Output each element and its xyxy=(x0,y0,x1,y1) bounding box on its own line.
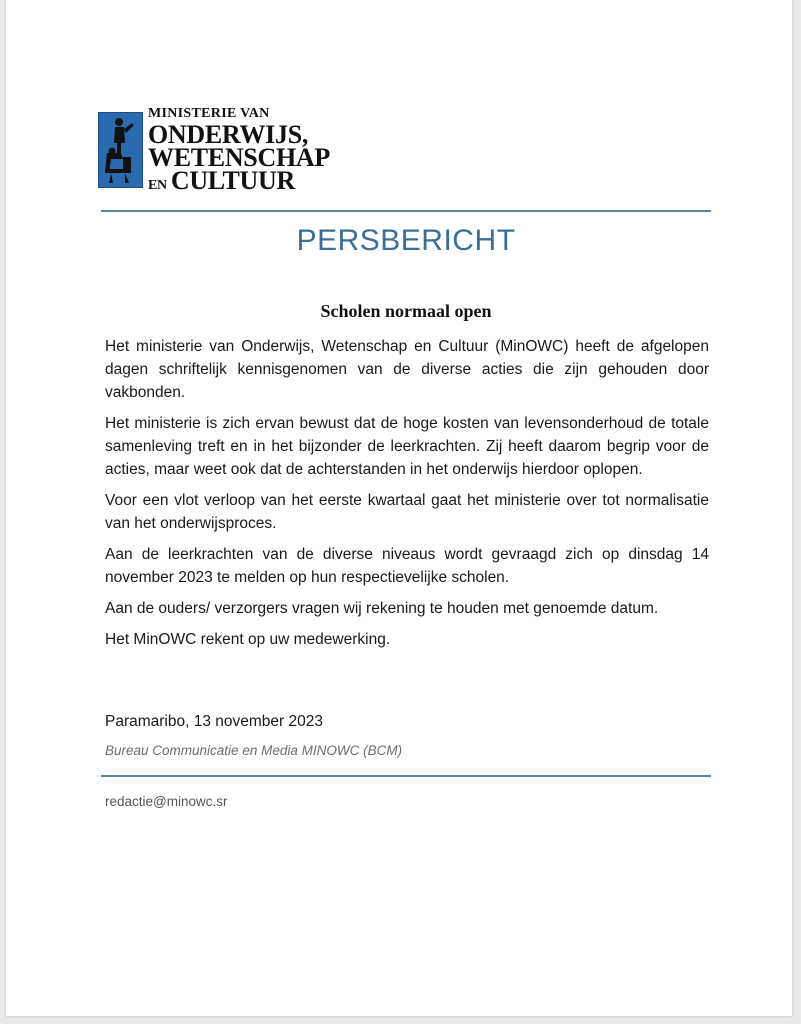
press-release-body xyxy=(105,335,709,659)
press-release-title: Scholen normaal open xyxy=(320,301,492,321)
header-divider xyxy=(101,210,711,212)
contact-email[interactable]: redactie@minowc.sr xyxy=(105,794,228,809)
place-date: Paramaribo, 13 november 2023 xyxy=(105,713,323,730)
ministry-emblem-icon xyxy=(98,112,143,188)
paragraph: Het MinOWC rekent op uw medewerking. xyxy=(105,631,391,648)
ministry-logo xyxy=(98,104,348,195)
logo-line-wetenschap: WETENSCHAP xyxy=(148,143,330,172)
page-heading: PERSBERICHT xyxy=(296,224,516,257)
logo-line-onderwijs: ONDERWIJS, xyxy=(148,120,309,149)
press-release-page xyxy=(6,0,792,1016)
paragraph: Het ministerie is zich ervan bewust dat de hoge kosten van levensonderhoud de totale samenleving treft en in het bijzonder de leerkrachten. Zij heeft daarom begrip voor de acties, maar weet ook dat de achterstanden in het onderwijs hierdoor oplopen. xyxy=(105,415,709,478)
bureau-signature: Bureau Communicatie en Media MINOWC (BCM) xyxy=(105,743,403,758)
paragraph: Aan de ouders/ verzorgers vragen wij rekening te houden met genoemde datum. xyxy=(105,600,659,617)
logo-cultuur: CULTUUR xyxy=(170,166,295,195)
paragraph: Het ministerie van Onderwijs, Wetenschap en Cultuur (MinOWC) heeft de afgelopen dagen schriftelijk kennisgenomen van de diverse acties die zijn gehouden door vakbonden. xyxy=(105,338,709,401)
paragraph: Aan de leerkrachten van de diverse niveaus wordt gevraagd zich op dinsdag 14 november 2023 te melden op hun respectievelijke scholen. xyxy=(105,546,709,586)
logo-en: EN xyxy=(148,178,167,193)
logo-wordmark xyxy=(148,106,330,195)
logo-line-ministerie: MINISTERIE VAN xyxy=(148,106,270,121)
paragraph: Voor een vlot verloop van het eerste kwartaal gaat het ministerie over tot normalisatie van het onderwijsproces. xyxy=(105,492,709,532)
footer-divider xyxy=(101,775,711,777)
